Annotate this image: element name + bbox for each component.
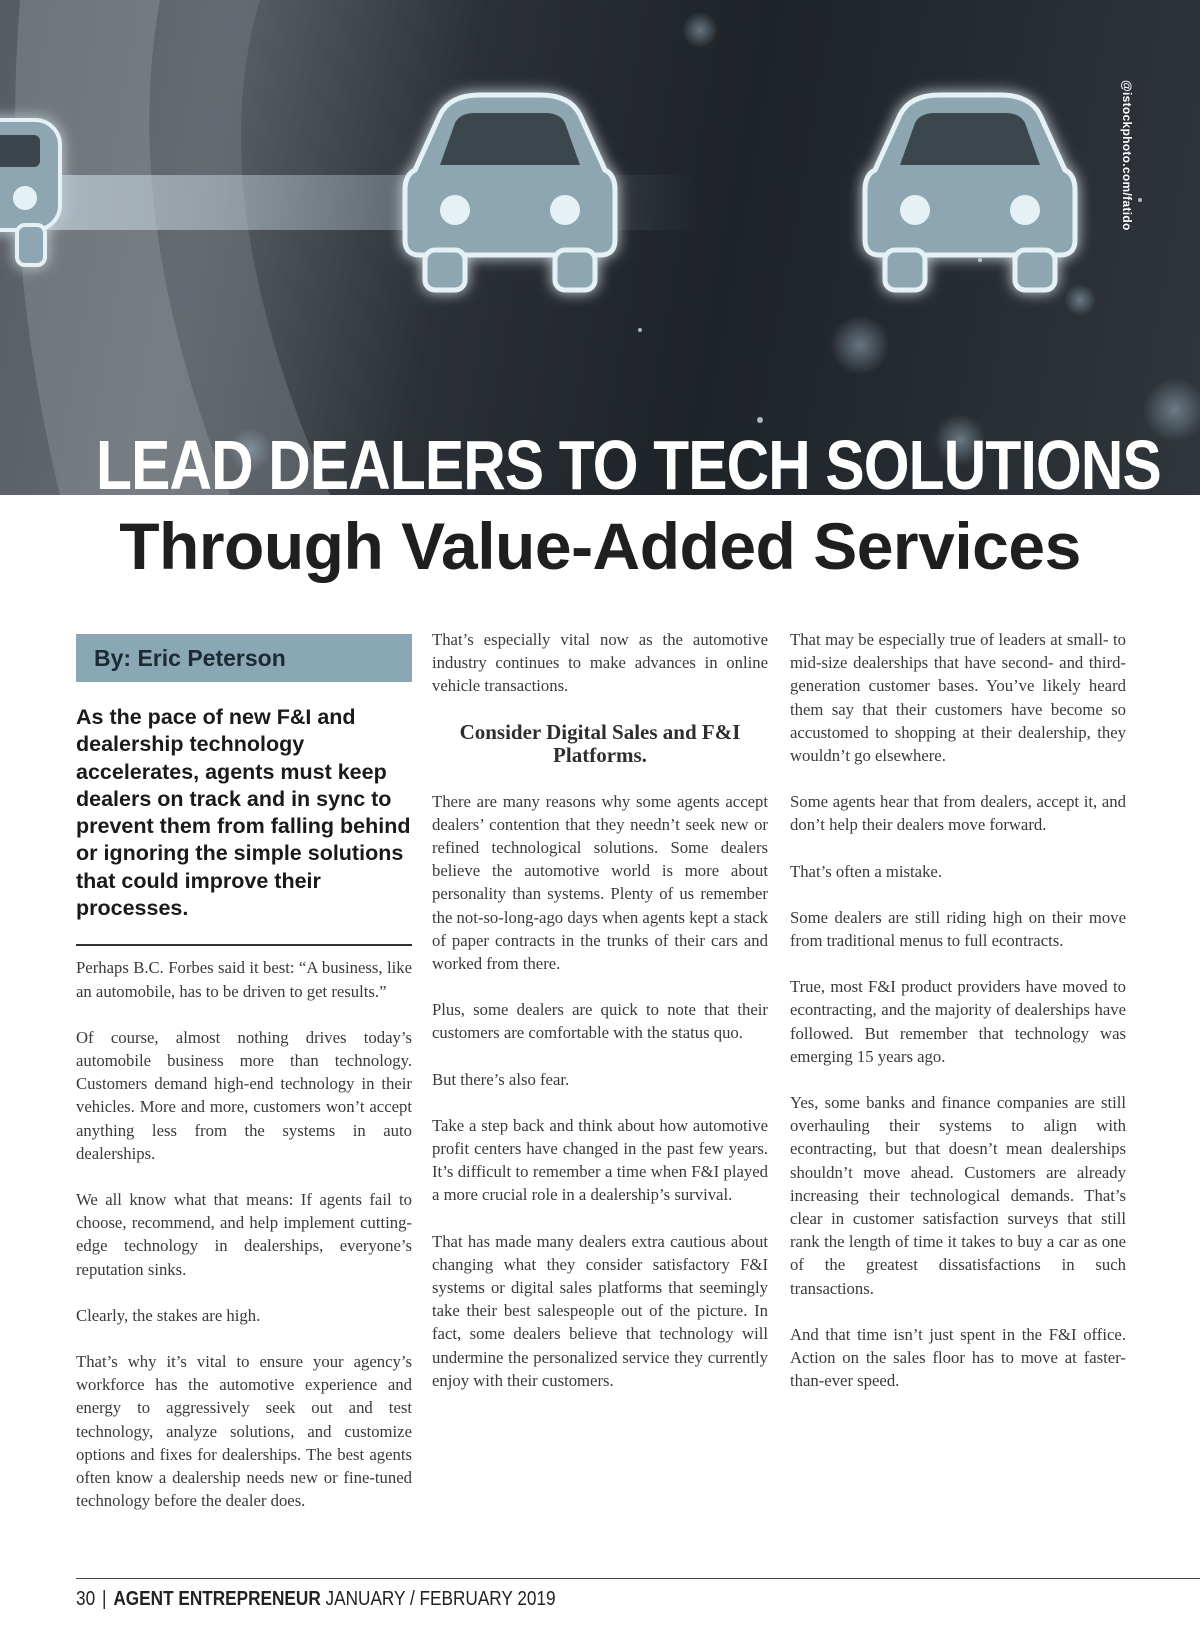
paragraph: Some agents hear that from dealers, accept it, and don’t help their dealers move forward. (790, 792, 1126, 835)
paragraph: But there’s also fear. (432, 1069, 570, 1089)
paragraph: That’s especially vital now as the automotive industry continues to make advances in online vehicle transactions. (432, 630, 768, 696)
paragraph: Some dealers are still riding high on their move from traditional menus to full econtracts. (790, 907, 1126, 951)
page-number: 30 (76, 1588, 96, 1610)
paragraph: Clearly, the stakes are high. (76, 1305, 261, 1325)
hero-illustration (0, 0, 1200, 495)
paragraph: That’s why it’s vital to ensure your agency’s workforce has the automotive experience and energy to aggressively seek out and test technology, analyze solutions, and customize options and fixes for dealerships. The best agents often know a dealership needs new or fine-tuned technology before the dealer does. (76, 1352, 412, 1511)
footer-rule (76, 1578, 1200, 1579)
subheadline: Through Value-Added Services (119, 509, 1081, 583)
paragraph: We all know what that means: If agents fail to choose, recommend, and help implement cutting-edge technology in dealerships, everyone’s reputation sinks. (76, 1190, 412, 1279)
column-1 (76, 630, 412, 1535)
paragraph: True, most F&I product providers have moved to econtracting, and the majority of dealerships have followed. But remember that technology was emerging 15 years ago. (790, 977, 1126, 1066)
hero-image (0, 0, 1200, 495)
paragraph: That has made many dealers extra cautious about changing what they consider satisfactory F&I systems or digital sales platforms that seemingly take their best salespeople out of the picture. In fact, some dealers believe that technology will undermine the personalized service they currently enjoy with their customers. (432, 1231, 768, 1390)
issue-date: JANUARY / FEBRUARY 2019 (325, 1588, 556, 1610)
paragraph: Take a step back and think about how automotive profit centers have changed in the past few years. It’s difficult to remember a time when F&I played a more crucial role in a dealership’s survival. (432, 1115, 768, 1205)
paragraph: Plus, some dealers are quick to note that their customers are comfortable with the status quo. (432, 1000, 768, 1043)
publication-name: AGENT ENTREPRENEUR (113, 1588, 321, 1610)
column-2 (432, 630, 768, 1415)
paragraph: Of course, almost nothing drives today’s automobile business more than technology. Customers demand high-end technology in their vehicles. More and more, customers won’t accept anything less from the systems in auto dealerships. (76, 1027, 412, 1163)
paragraph: That may be especially true of leaders at small- to mid-size dealerships that have second- and third-generation customer bases. You’ve likely heard them say that their customers have become so accustomed to shopping at their dealership, they wouldn’t go elsewhere. (790, 630, 1126, 766)
footer-separator: | (102, 1588, 107, 1610)
column-3 (790, 630, 1126, 1415)
section-heading: Consider Digital Sales and F&I Platforms. (459, 719, 741, 767)
headline: LEAD DEALERS TO TECH SOLUTIONS (96, 426, 1161, 495)
paragraph: There are many reasons why some agents accept dealers’ contention that they needn’t seek new or refined technological solutions. Some dealers believe the automotive world is more about personality than systems. Plenty of us remember the not-so-long-ago days when agents kept a stack of paper contracts in the trunks of their cars and worked from there. (432, 791, 768, 974)
paragraph: Yes, some banks and finance companies are still overhauling their systems to align with econtracting, but that doesn’t mean dealerships shouldn’t move ahead. Customers are already increasing their technological demands. That’s clear in customer satisfaction surveys that still rank the length of time it takes to buy a car as one of the greatest dissatisfactions in such transactions. (790, 1093, 1126, 1298)
paragraph: That’s often a mistake. (790, 861, 942, 881)
byline: By: Eric Peterson (76, 634, 412, 682)
car-icon (865, 95, 1075, 290)
lede: As the pace of new F&I and dealership technology accelerates, agents must keep dealers on track and in sync to prevent them from falling behind or ignoring the simple solutions that could improve their processes. (76, 704, 412, 946)
paragraph: Perhaps B.C. Forbes said it best: “A business, like an automobile, has to be driven to get results.” (76, 958, 412, 1001)
page-footer (76, 1588, 556, 1611)
photo-credit: @istockphoto.com/fatido (1120, 80, 1134, 231)
car-icon (405, 95, 615, 290)
paragraph: And that time isn’t just spent in the F&I office. Action on the sales floor has to move at faster-than-ever speed. (790, 1324, 1126, 1391)
